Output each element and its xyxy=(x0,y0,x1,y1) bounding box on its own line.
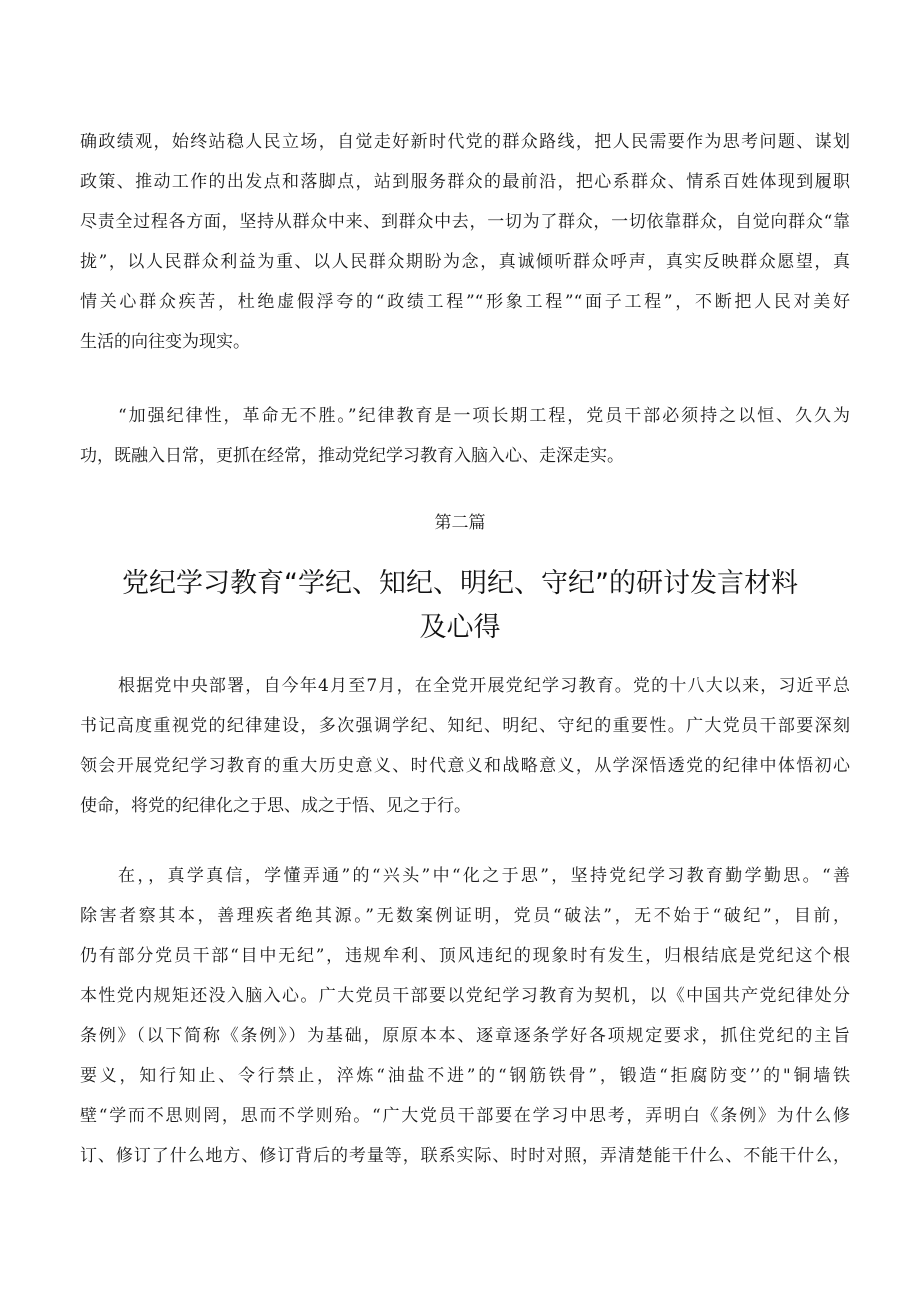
text-line: 除害者察其本，善理疾者绝其源。”无数案例证明，党员“破法”，无不始于“破纪”，目前， xyxy=(80,906,850,926)
text-line: 使命，将党的纪律化之于思、成之于悟、见之于行。 xyxy=(80,796,471,816)
text-line: 书记高度重视党的纪律建设，多次强调学纪、知纪、明纪、守纪的重要性。广大党员干部要深刻 xyxy=(80,716,850,736)
text-line: 情关心群众疾苦，杜绝虚假浮夸的“政绩工程”“形象工程”“面子工程”，不断把人民对美好 xyxy=(80,292,850,312)
text-line: 仍有部分党员干部“目中无纪”，违规牟利、顶风违纪的现象时有发生，归根结底是党纪这个根 xyxy=(80,946,850,966)
text-line: 生活的向往变为现实。 xyxy=(80,332,250,352)
document-title-line-1: 党纪学习教育“学纪、知纪、明纪、守纪”的研讨发言材料 xyxy=(122,568,798,599)
text-line: 政策、推动工作的出发点和落脚点，站到服务群众的最前沿，把心系群众、情系百姓体现到履职 xyxy=(80,172,850,192)
text-line: 订、修订了什么地方、修订背后的考量等，联系实际、时时对照，弄清楚能干什么、不能干什么， xyxy=(80,1146,850,1166)
text-line: 功，既融入日常，更抓在经常，推动党纪学习教育入脑入心、走深走实。 xyxy=(80,446,624,466)
document-title-line-2: 及心得 xyxy=(419,612,501,643)
text-line: 领会开展党纪学习教育的重大历史意义、时代意义和战略意义，从学深悟透党的纪律中体悟初心 xyxy=(80,756,850,776)
text-line: 确政绩观，始终站稳人民立场，自觉走好新时代党的群众路线，把人民需要作为思考问题、谋划 xyxy=(80,132,850,152)
text-line: 壁“学而不思则罔，思而不学则殆。“广大党员干部要在学习中思考，弄明白《条例》为什么修 xyxy=(80,1106,850,1126)
text-line: 拢”，以人民群众利益为重、以人民群众期盼为念，真诚倾听群众呼声，真实反映群众愿望，真 xyxy=(80,252,850,272)
text-line: 本性党内规矩还没入脑入心。广大党员干部要以党纪学习教育为契机，以《中国共产党纪律处分 xyxy=(80,986,850,1006)
text-line: 要义，知行知止、令行禁止，淬炼“油盐不进”的“钢筋铁骨”，锻造“拒腐防变’’的"铜墙铁 xyxy=(80,1066,850,1086)
text-line: 根据党中央部署，自今年4月至7月，在全党开展党纪学习教育。党的十八大以来，习近平总 xyxy=(118,676,850,696)
text-line: 条例》（以下简称《条例》）为基础，原原本本、逐章逐条学好各项规定要求，抓住党纪的主旨 xyxy=(80,1026,850,1046)
section-label: 第二篇 xyxy=(434,513,486,533)
text-line: “加强纪律性，革命无不胜。”纪律教育是一项长期工程，党员干部必须持之以恒、久久为 xyxy=(118,406,850,426)
text-line: 在，，真学真信，学懂弄通”的“兴头”中“化之于思”，坚持党纪学习教育勤学勤思。“善 xyxy=(118,866,850,886)
text-line: 尽责全过程各方面，坚持从群众中来、到群众中去，一切为了群众，一切依靠群众，自觉向群众“靠 xyxy=(80,212,850,232)
